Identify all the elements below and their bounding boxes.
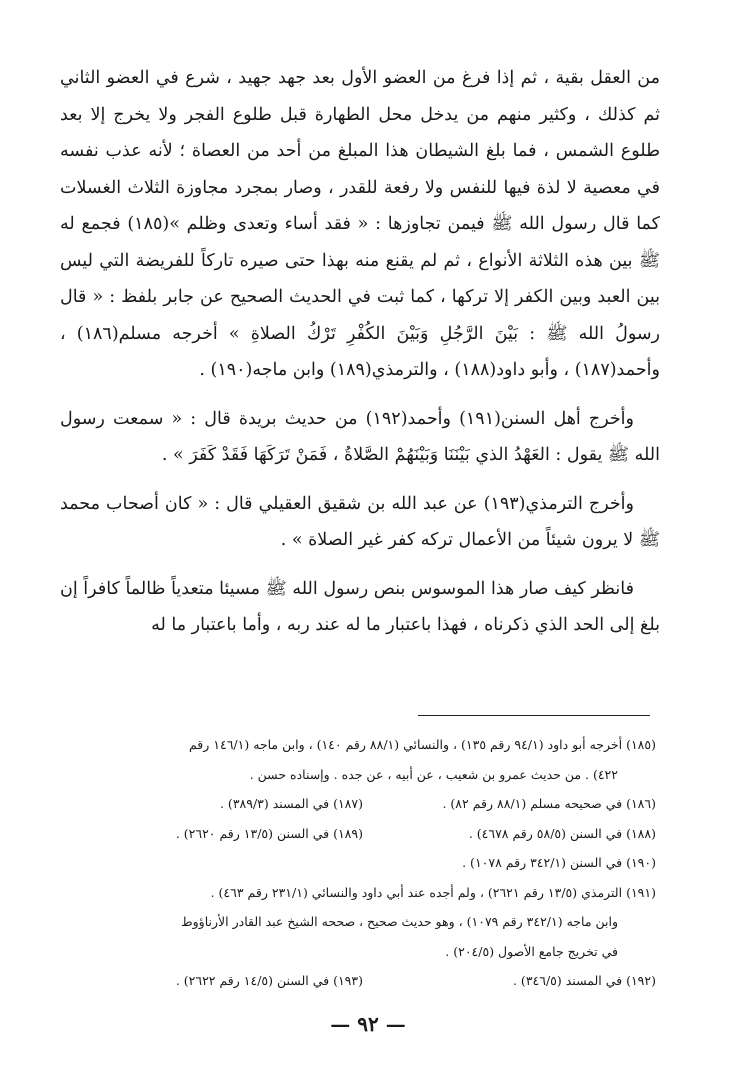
footnote-190: (١٩٠) في السنن (٣٤٢/١ رقم ١٠٧٨) . — [462, 855, 656, 870]
footnote-185: (١٨٥) أخرجه أبو داود (٩٤/١ رقم ١٣٥) ، والنسائي (٨٨/١ رقم ١٤٠) ، وابن ماجه (١٤٦/١ رقم — [188, 737, 656, 752]
paragraph-2: وأخرج أهل السنن(١٩١) وأحمد(١٩٢) من حديث بريدة قال : « سمعت رسول الله ﷺ يقول : العَهْدُ الذي بَيْنَنَا وَبَيْنَهُمْ الصَّلاةُ ، فَمَنْ تَرَكَهَا فَقَدْ كَفَرَ » . — [60, 408, 660, 465]
footnote-187: (١٨٧) في المسند (٣٨٩/٣) . — [219, 796, 363, 811]
page-number: — ٩٢ — — [330, 1012, 406, 1036]
footnote-191-continued: في تخريج جامع الأصول (٢٠٤/٥) . — [445, 943, 618, 959]
footnote-row — [70, 966, 656, 996]
footnote-row — [70, 789, 656, 819]
footnote-189: (١٨٩) في السنن (١٣/٥ رقم ٢٦٢٠) . — [175, 825, 363, 841]
footnote-191: (١٩١) الترمذي (١٣/٥ رقم ٢٦٢١) ، ولم أجده عند أبي داود والنسائي (٢٣١/١ رقم ٤٦٣) . — [210, 884, 656, 900]
paragraph-3: وأخرج الترمذي(١٩٣) عن عبد الله بن شقيق العقيلي قال : « كان أصحاب محمد ﷺ لا يرون شيئاً من الأعمال تركه كفر غير الصلاة » . — [60, 493, 660, 550]
footnote-192: (١٩٢) في المسند (٣٤٦/٥) . — [512, 973, 656, 988]
main-text — [60, 60, 660, 656]
footnotes — [70, 730, 656, 996]
paragraph-1: من العقل بقية ، ثم إذا فرغ من العضو الأول بعد جهد جهيد ، شرع في العضو الثاني ثم كذلك ، وكثير منهم من يدخل محل الطهارة قبل طلوع الفجر ولا يخرج إلا بعد طلوع الشمس ، فما بلغ الشيطان هذا المبلغ من أحد من العصاة ؛ لأنه عذب نفسه في معصية لا لذة فيها للنفس ولا رفعة للقدر ، وصار بمجرد مجاوزة الثلاث الغسلات كما قال رسول الله ﷺ فيمن تجاوزها : « فقد أساء وتعدى وظلم »(١٨٥) فجمع له ﷺ بين هذه الثلاثة الأنواع ، ثم لم يقنع منه بهذا حتى صيره تاركاً للفريضة التي ليس بين العبد وبين الكفر إلا تركها ، كما ثبت في الحديث الصحيح عن جابر بلفظ : « قال رسولُ الله ﷺ : بَيْنَ الرَّجُلِ وَبَيْنَ الكُفْرِ تَرْكُ الصلاةِ » أخرجه مسلم(١٨٦) ، وأحمد(١٨٧) ، وأبو داود(١٨٨) ، والترمذي(١٨٩) وابن ماجه(١٩٠) . — [60, 68, 661, 380]
footnote-191-continued: وابن ماجه (٣٤٢/١ رقم ١٠٧٩) ، وهو حديث صحيح ، صححه الشيخ عبد القادر الأرناؤوط — [181, 914, 618, 929]
footnote-row — [70, 819, 656, 849]
footnote-186: (١٨٦) في صحيحه مسلم (٨٨/١ رقم ٨٢) . — [442, 796, 656, 811]
footnote-193: (١٩٣) في السنن (١٤/٥ رقم ٢٦٢٢) . — [175, 973, 363, 988]
footnote-divider — [418, 715, 650, 716]
paragraph-4: فانظر كيف صار هذا الموسوس بنص رسول الله ﷺ مسيئا متعدياً ظالماً كافراً إن بلغ إلى الحد الذي ذكرناه ، فهذا باعتبار ما له عند ربه ، وأما باعتبار ما له — [60, 578, 660, 635]
footnote-188: (١٨٨) في السنن (٥٨/٥ رقم ٤٦٧٨) . — [468, 825, 656, 841]
footnote-185-continued: ٤٢٢) . من حديث عمرو بن شعيب ، عن أبيه ، عن جده . وإسناده حسن . — [249, 766, 618, 782]
